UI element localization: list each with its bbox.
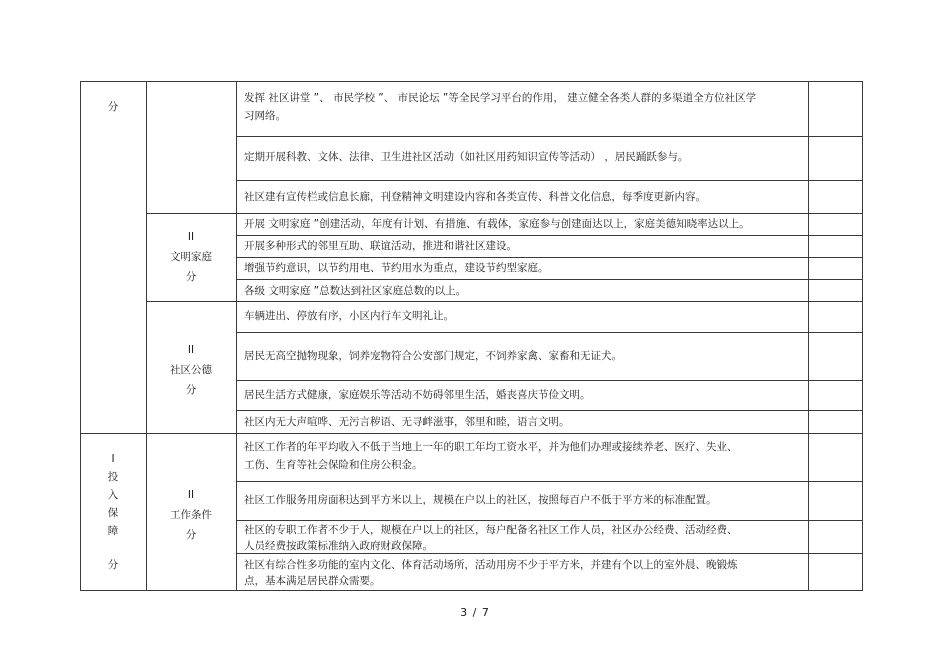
criteria-text: 开展多种形式的邻里互助、联谊活动，推进和谐社区建设。 (244, 240, 517, 252)
section-title-char: 投 (107, 471, 119, 483)
criteria-text: 定期开展科教、文体、法律、卫生进社区活动（如社区用药知识宣传等活动） ，居民踊跃参与。 (244, 151, 689, 163)
criteria-text: 社区建有宣传栏或信息长廊，刊登精神文明建设内容和各类宣传、科普文化信息，每季度更新内容。 (244, 191, 706, 203)
row-divider (236, 332, 863, 333)
row-divider (236, 136, 863, 137)
criteria-text: 点，基本满足居民群众需要。 (244, 575, 381, 587)
group-title: 文明家庭 (170, 251, 212, 263)
row-divider (236, 279, 863, 280)
criteria-text: 增强节约意识，以节约用电、节约用水为重点，建设节约型家庭。 (244, 262, 549, 274)
group-number: II (187, 231, 195, 243)
criteria-text: 车辆进出、停放有序，小区内行车文明礼让。 (244, 310, 454, 322)
section-number: I (111, 453, 115, 465)
criteria-text: 居民生活方式健康，家庭娱乐等活动不妨碍邻里生活，婚丧喜庆节俭文明。 (244, 389, 591, 401)
row-divider (236, 380, 863, 381)
table-border-right (862, 81, 863, 591)
criteria-text: 社区工作服务用房面积达到平方米以上，规模在户以上的社区，按照每百户不低于平方米的标准配置。 (244, 494, 717, 506)
table-column-divider (808, 81, 809, 591)
group-divider (146, 213, 863, 214)
group-title: 社区公德 (170, 364, 212, 376)
group-number: II (187, 489, 195, 501)
criteria-text: 开展 文明家庭 ”创建活动，年度有计划、有措施、有载体，家庭参与创建面达以上，家庭美德知晓率达以上。 (244, 218, 750, 230)
criteria-text: 发挥 社区讲堂 ”、 市民学校 ”、 市民论坛 ”等全民学习平台的作用， 建立健全各类人群的多渠道全方位社区学 (244, 92, 757, 104)
criteria-text: 社区工作者的年平均收入不低于当地上一年的职工年均工资水平，并为他们办理或接续养老、医疗、失业、 (244, 441, 738, 453)
section-title-char: 保 (107, 507, 119, 519)
group-number: II (187, 344, 195, 356)
section-label: 分 (107, 101, 119, 113)
group-score-label: 分 (185, 271, 197, 283)
section-title-char: 入 (107, 489, 119, 501)
criteria-text: 社区内无大声喧哗、无污言秽语、无寻衅滋事，邻里和睦，语言文明。 (244, 416, 570, 428)
row-divider (236, 180, 863, 181)
row-divider (236, 410, 863, 411)
table-column-divider (236, 81, 237, 591)
page-number: 3 / 7 (460, 606, 490, 619)
group-title: 工作条件 (170, 509, 212, 521)
section-title-char: 障 (107, 525, 119, 537)
row-divider (236, 481, 863, 482)
table-border-bottom (80, 590, 863, 591)
criteria-text: 人员经费按政策标准纳入政府财政保障。 (244, 540, 433, 552)
criteria-text: 工伤、生育等社会保险和住房公积金。 (244, 459, 423, 471)
criteria-text: 社区有综合性多功能的室内文化、体育活动场所，活动用房不少于平方米，并建有个以上的室外晨、晚锻炼 (244, 559, 738, 571)
criteria-text: 居民无高空抛物现象，饲养宠物符合公安部门规定，不饲养家禽、家畜和无证犬。 (244, 350, 622, 362)
section-divider (80, 433, 863, 434)
group-divider (146, 301, 863, 302)
row-divider (236, 257, 863, 258)
criteria-text: 各级 文明家庭 ”总数达到社区家庭总数的以上。 (244, 285, 467, 297)
table-border-top (80, 81, 863, 82)
criteria-text: 社区的专职工作者不少于人，规模在户以上的社区，每户配备名社区工作人员，社区办公经费、活动经费、 (244, 524, 738, 536)
section-score-label: 分 (107, 559, 119, 571)
group-score-label: 分 (185, 384, 197, 396)
group-score-label: 分 (185, 529, 197, 541)
criteria-text: 习网络。 (244, 110, 286, 122)
row-divider (236, 235, 863, 236)
